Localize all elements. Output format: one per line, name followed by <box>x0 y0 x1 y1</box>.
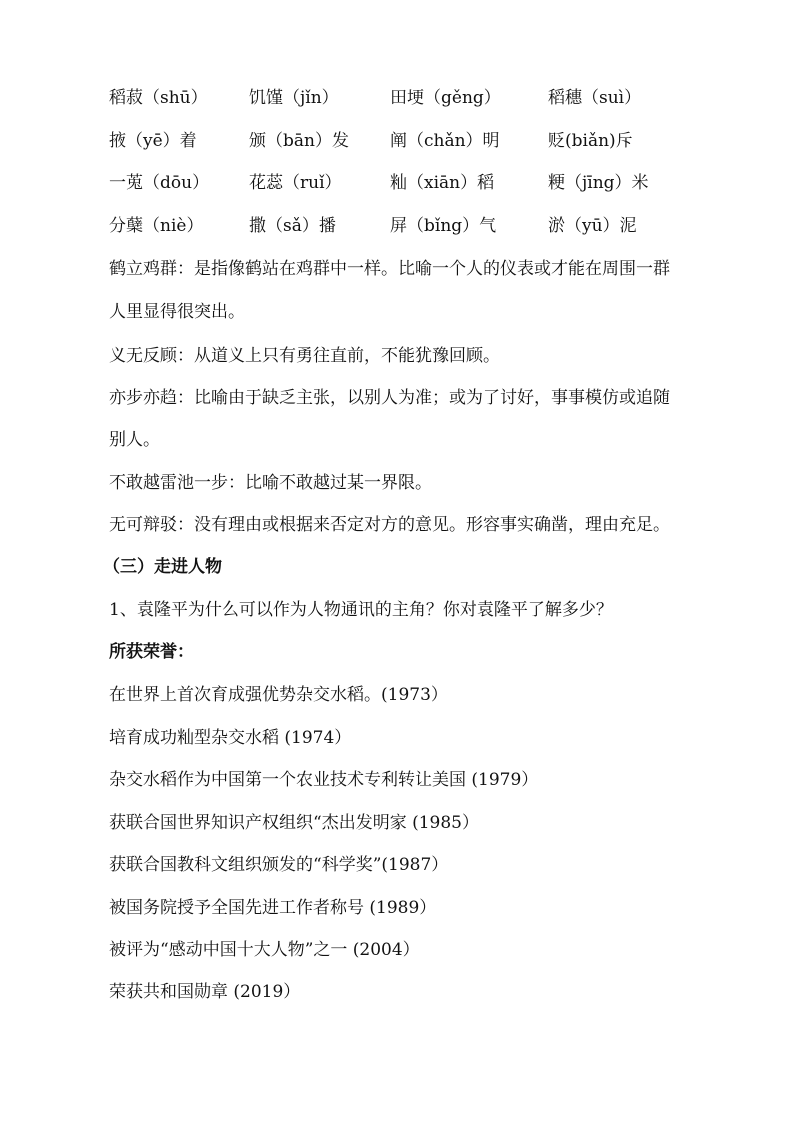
vocab-item: 屏（bǐng）气 <box>390 215 497 236</box>
vocab-item: 饥馑（jǐn） <box>249 88 339 108</box>
idiom-definition-wuke: 无可辩驳：没有理由或根据来否定对方的意见。形容事实确凿，理由充足。 <box>109 515 670 535</box>
vocab-item: 稻菽（shū） <box>109 88 208 108</box>
vocab-item: 淤（yū）泥 <box>548 215 637 236</box>
idiom-definition-yibu-line-1: 亦步亦趋：比喻由于缺乏主张，以别人为准；或为了讨好，事事模仿或追随 <box>109 388 670 408</box>
vocab-item: 分蘖（niè） <box>109 215 204 236</box>
vocab-row <box>109 83 709 126</box>
vocab-item: 花蕊（ruǐ） <box>249 173 342 193</box>
honor-item: 被国务院授予全国先进工作者称号 (1989） <box>109 898 437 918</box>
vocab-item: 撒（sǎ）播 <box>249 215 336 236</box>
vocab-item: 颁（bān）发 <box>249 130 349 151</box>
vocab-item: 籼（xiān）稻 <box>390 173 495 193</box>
idiom-definition-yibu-line-2: 别人。 <box>109 430 160 450</box>
vocab-item: 一莵（dōu） <box>109 173 210 193</box>
question-text: 1、袁隆平为什么可以作为人物通讯的主角？你对袁隆平了解多少？ <box>109 600 613 620</box>
vocab-row <box>109 168 709 211</box>
honors-heading: 所获荣誉： <box>109 642 194 662</box>
honor-item: 获联合国世界知识产权组织“杰出发明家 (1985） <box>109 813 479 833</box>
vocab-item: 田埂（gěng） <box>390 88 501 108</box>
vocab-row <box>109 126 709 169</box>
vocab-item: 贬(biǎn)斥 <box>548 130 633 151</box>
honor-item: 培育成功籼型杂交水稻 (1974） <box>109 728 352 748</box>
idiom-definition-heli-line-1: 鹤立鸡群：是指像鹤站在鸡群中一样。比喻一个人的仪表或才能在周围一群 <box>109 259 670 279</box>
vocab-row <box>109 211 709 254</box>
idiom-definition-heli-line-2: 人里显得很突出。 <box>109 302 245 322</box>
honor-item: 在世界上首次育成强优势杂交水稻。(1973） <box>109 685 448 705</box>
vocab-item: 掖（yē）着 <box>109 130 197 151</box>
vocab-item: 粳（jīng）米 <box>548 173 649 193</box>
honor-item: 被评为“感动中国十大人物”之一 (2004） <box>109 940 420 960</box>
honor-item: 获联合国教科文组织颁发的“科学奖”(1987） <box>109 855 449 875</box>
vocab-item: 稻穗（suì） <box>548 88 642 108</box>
honor-item: 杂交水稻作为中国第一个农业技术专利转让美国 (1979） <box>109 770 539 790</box>
idiom-definition-leichi: 不敢越雷池一步：比喻不敢越过某一界限。 <box>109 473 432 493</box>
idiom-definition-yiwu: 义无反顾：从道义上只有勇往直前，不能犹豫回顾。 <box>109 346 500 366</box>
vocab-item: 阐（chǎn）明 <box>390 130 500 151</box>
vocabulary-grid <box>109 83 709 253</box>
honor-item: 荣获共和国勋章 (2019） <box>109 982 301 1002</box>
section-heading: （三）走进人物 <box>103 557 222 577</box>
